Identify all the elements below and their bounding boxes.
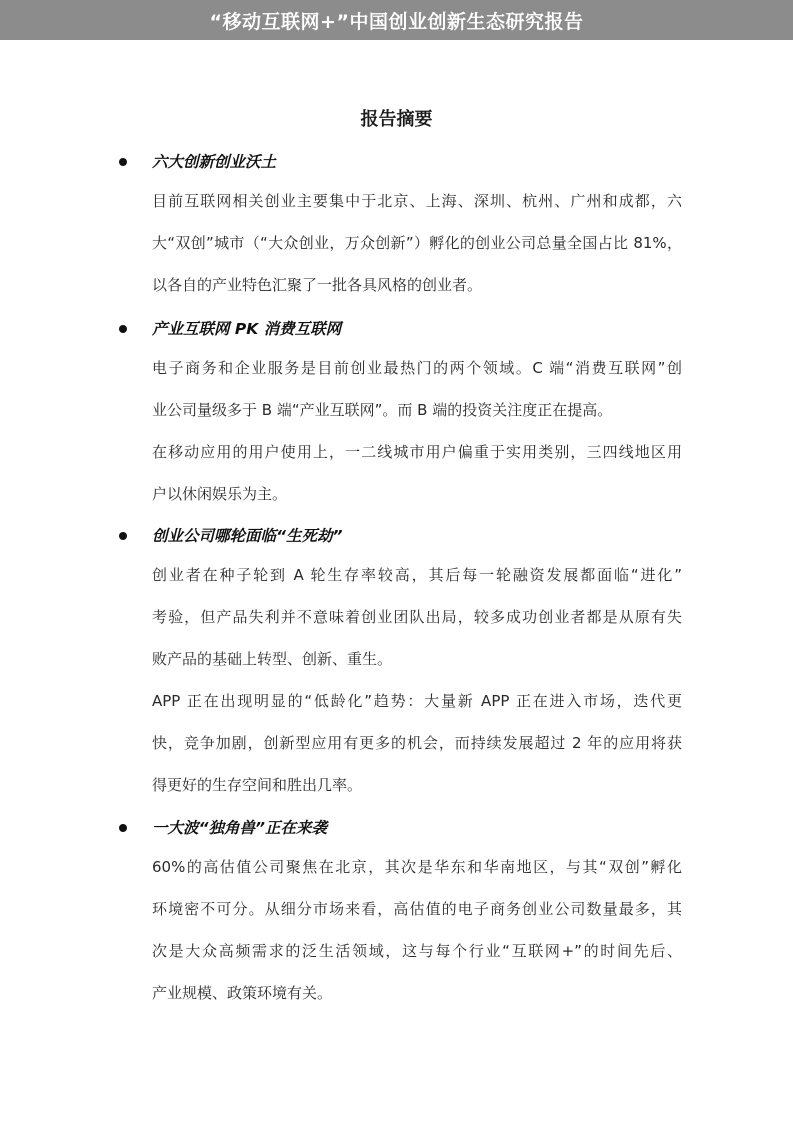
report-title: “移动互联网+”中国创业创新生态研究报告 [209,10,584,33]
section-heading: 一大波“独角兽”正在来袭 [152,819,327,837]
bullet-icon [119,532,127,540]
section-bullet-row [0,524,793,552]
section-survival-round [0,524,793,794]
bullet-icon [119,824,127,832]
section-fertile-soil [0,150,793,294]
section-bullet-row [0,816,793,844]
paragraph-line: 环境密不可分。从细分市场来看，高估值的电子商务创业公司数量最多，其 [152,900,682,918]
paragraph-line: 目前互联网相关创业主要集中于北京、上海、深圳、杭州、广州和成都，六 [152,192,682,210]
paragraph-line: 大“双创”城市（“大众创业，万众创新”）孵化的创业公司总量全国占比 81%， [152,234,682,252]
paragraph-line: 快，竞争加剧，创新型应用有更多的机会，而持续发展超过 2 年的应用将获 [152,734,682,752]
section-industrial-vs-consumer [0,317,793,503]
bullet-icon [119,158,127,166]
paragraph-line: 60%的高估值公司聚焦在北京，其次是华东和华南地区，与其“双创”孵化 [152,858,682,876]
header-bar [0,0,793,40]
section-bullet-row [0,150,793,178]
paragraph-line: 产业规模、政策环境有关。 [152,984,333,1002]
paragraph-line: APP 正在出现明显的“低龄化”趋势：大量新 APP 正在进入市场，迭代更 [152,692,682,710]
summary-title: 报告摘要 [360,109,433,130]
section-heading: 六大创新创业沃土 [152,153,277,171]
paragraph-line: 得更好的生存空间和胜出几率。 [152,776,363,794]
paragraph-line: 创业者在种子轮到 A 轮生存率较高，其后每一轮融资发展都面临“进化” [152,566,682,584]
paragraph-line: 次是大众高频需求的泛生活领域，这与每个行业“互联网+”的时间先后、 [152,942,682,960]
paragraph-line: 电子商务和企业服务是目前创业最热门的两个领域。C 端“消费互联网”创 [152,359,682,377]
paragraph-line: 以各自的产业特色汇聚了一批各具风格的创业者。 [152,276,483,294]
paragraph-line: 在移动应用的用户使用上，一二线城市用户偏重于实用类别，三四线地区用 [152,443,682,461]
bullet-icon [119,325,127,333]
section-heading: 产业互联网 PK 消费互联网 [152,320,342,338]
paragraph-line: 败产品的基础上转型、创新、重生。 [152,650,393,668]
paragraph-line: 户以休闲娱乐为主。 [152,485,288,503]
paragraph-line: 考验，但产品失利并不意味着创业团队出局，较多成功创业者都是从原有失 [152,608,682,626]
paragraph-line: 业公司量级多于 B 端“产业互联网”。而 B 端的投资关注度正在提高。 [152,401,613,419]
section-unicorns [0,816,793,1002]
section-heading: 创业公司哪轮面临“生死劫” [152,527,343,545]
section-bullet-row [0,317,793,345]
